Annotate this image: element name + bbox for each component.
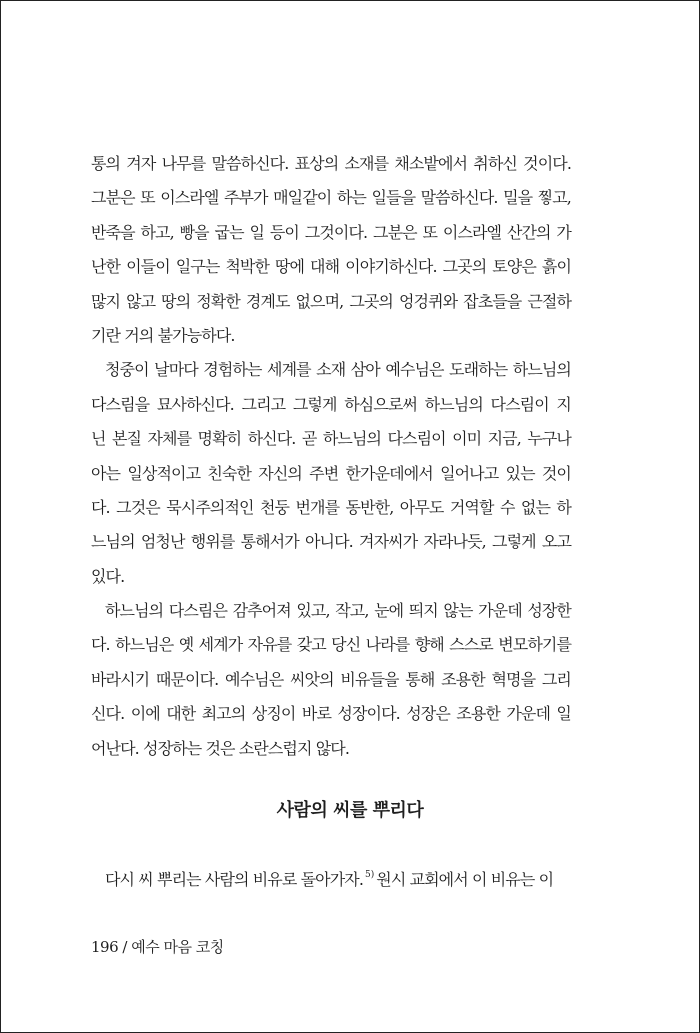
text-line: 기란 거의 불가능하다. (91, 325, 235, 345)
text-line: 반죽을 하고, 빵을 굽는 일 등이 그것이다. 그분은 또 이스라엘 산간의 가 (91, 222, 571, 242)
text-segment: 다시 씨 뿌리는 사람의 비유로 돌아가자. (105, 870, 364, 889)
text-line: 통의 겨자 나무를 말씀하신다. 표상의 소재를 채소밭에서 취하신 것이다. (91, 154, 571, 173)
text-line: 청중이 날마다 경험하는 세계를 소재 삼아 예수님은 도래하는 하느님의 (105, 360, 571, 380)
book-title: 예수 마음 코칭 (131, 938, 224, 956)
text-line: 닌 본질 자체를 명확히 하신다. 곧 하느님의 다스림이 이미 지금, 누구나 (91, 429, 571, 449)
section-heading: 사람의 씨를 뿌리다 (276, 800, 424, 821)
footnote-marker[interactable]: 5) (365, 870, 375, 880)
text-line: 있다. (91, 566, 125, 586)
text-line: 난한 이들이 일구는 척박한 땅에 대해 이야기하신다. 그곳의 토양은 흙이 (91, 257, 571, 277)
paragraph (91, 594, 571, 766)
text-line: 많지 않고 땅의 정확한 경계도 없으며, 그곳의 엉겅퀴와 잡초들을 근절하 (91, 291, 571, 311)
footer-separator: / (122, 938, 127, 956)
text-line: 다스림을 묘사하신다. 그리고 그렇게 하심으로써 하느님의 다스림이 지 (91, 394, 571, 414)
text-line: 느님의 엄청난 행위를 통해서가 아니다. 겨자씨가 자라나듯, 그렇게 오고 (91, 532, 571, 552)
post-heading-text (91, 858, 571, 892)
text-line: 아는 일상적이고 친숙한 자신의 주변 한가운데에서 일어나고 있는 것이 (91, 463, 571, 483)
paragraph (91, 353, 571, 594)
text-line: 신다. 이에 대한 최고의 상징이 바로 성장이다. 성장은 조용한 가운데 일 (91, 704, 571, 724)
page-number: 196 (91, 938, 119, 956)
text-line: 다. 그것은 묵시주의적인 천둥 번개를 동반한, 아무도 거역할 수 없는 하 (91, 497, 571, 517)
page-footer (91, 936, 224, 957)
paragraph (91, 147, 571, 353)
text-line: 그분은 또 이스라엘 주부가 매일같이 하는 일들을 말씀하신다. 밀을 찧고, (91, 188, 571, 208)
text-line: 다. 하느님은 옛 세계가 자유를 갖고 당신 나라를 향해 스스로 변모하기를 (91, 635, 571, 655)
text-segment: 원시 교회에서 이 비유는 이 (376, 870, 554, 889)
text-line (91, 858, 571, 892)
body-text (91, 147, 571, 766)
text-line: 하느님의 다스림은 감추어져 있고, 작고, 눈에 띄지 않는 가운데 성장한 (105, 601, 571, 621)
text-line: 바라시기 때문이다. 예수님은 씨앗의 비유들을 통해 조용한 혁명을 그리 (91, 669, 571, 689)
text-line: 어난다. 성장하는 것은 소란스럽지 않다. (91, 738, 350, 758)
